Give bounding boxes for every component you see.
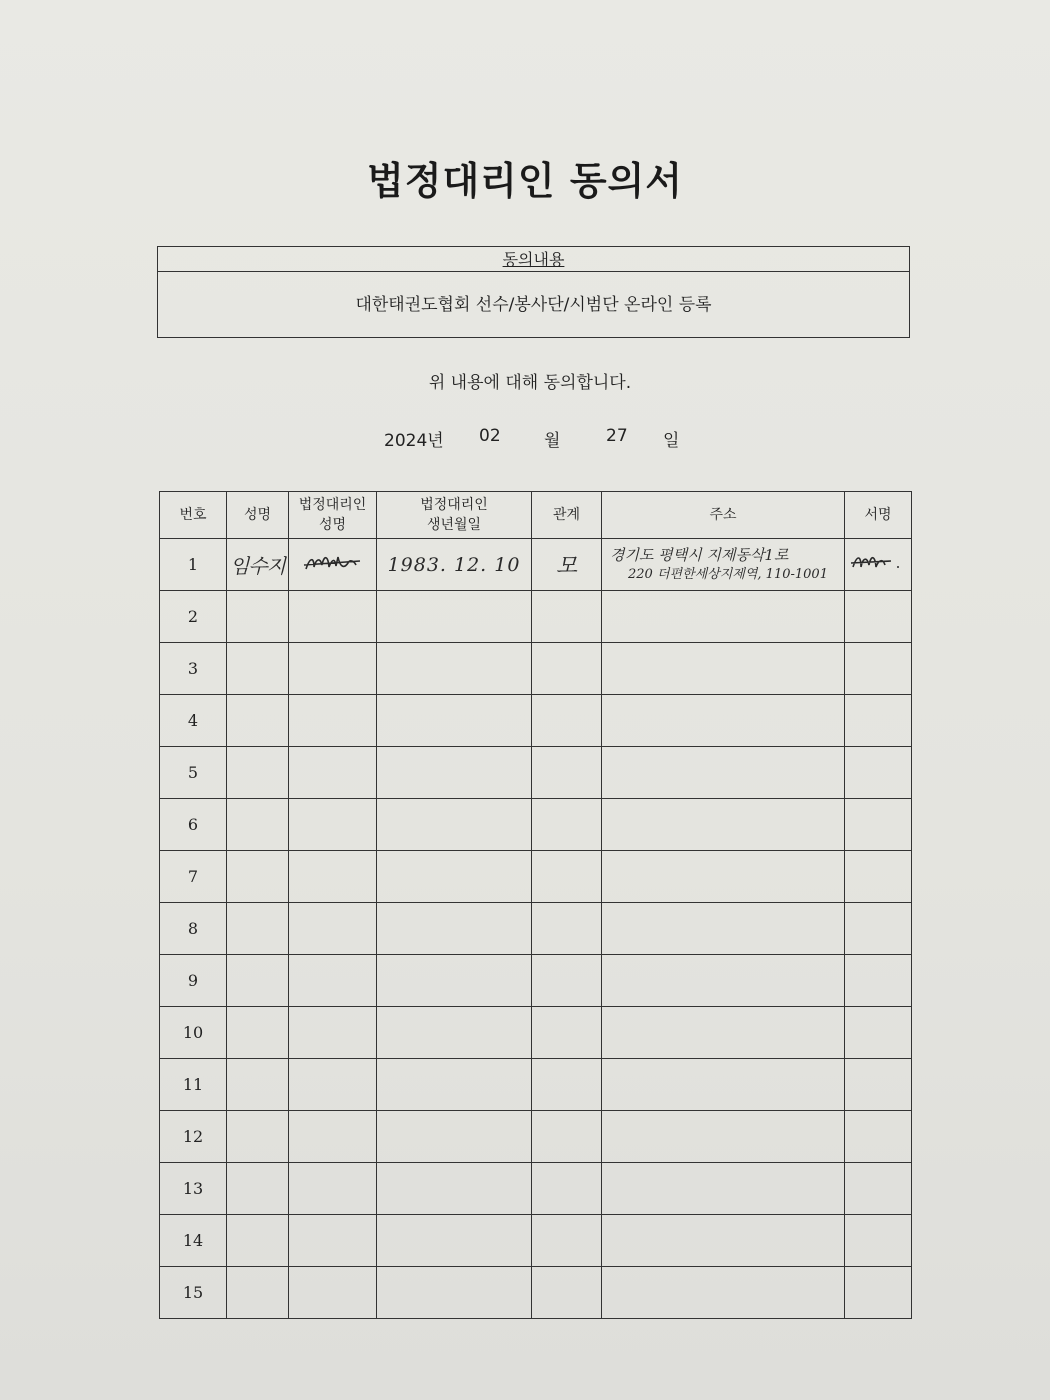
table-row — [160, 955, 912, 1007]
row-no: 15 — [160, 1267, 227, 1319]
row-address — [602, 695, 845, 747]
row-name — [227, 695, 289, 747]
row-name — [227, 955, 289, 1007]
row-address — [602, 1111, 845, 1163]
row-signature — [845, 643, 912, 695]
row-no: 7 — [160, 851, 227, 903]
row-signature — [845, 1215, 912, 1267]
row-name — [227, 903, 289, 955]
date-month: 02 — [479, 426, 501, 446]
row-address — [602, 747, 845, 799]
row-no: 11 — [160, 1059, 227, 1111]
row-address — [602, 1267, 845, 1319]
row-guardian-birth — [377, 1007, 532, 1059]
row-guardian-name — [289, 955, 377, 1007]
row-signature — [845, 695, 912, 747]
row-relation — [532, 851, 602, 903]
row-relation — [532, 1059, 602, 1111]
signature-icon — [847, 549, 909, 577]
header-guardian-birth-line1: 법정대리인 — [420, 497, 488, 513]
table-row — [160, 539, 912, 591]
row-relation — [532, 799, 602, 851]
date-year: 2024년 — [384, 431, 444, 451]
row-name — [227, 591, 289, 643]
consent-header — [158, 247, 909, 272]
table-row — [160, 747, 912, 799]
row-address — [602, 539, 845, 591]
table-row — [160, 695, 912, 747]
row-guardian-name — [289, 695, 377, 747]
row-name — [227, 747, 289, 799]
row-relation — [532, 1163, 602, 1215]
row-guardian-birth — [377, 695, 532, 747]
table-row — [160, 591, 912, 643]
row-signature — [845, 799, 912, 851]
row-address — [602, 1163, 845, 1215]
row-guardian-birth — [377, 591, 532, 643]
row-name — [227, 1267, 289, 1319]
date-day: 27 — [606, 426, 628, 446]
row-no: 1 — [160, 539, 227, 591]
row-guardian-name — [289, 539, 377, 591]
row-address — [602, 903, 845, 955]
table-row — [160, 1215, 912, 1267]
row-name — [227, 1059, 289, 1111]
table-row — [160, 1111, 912, 1163]
consent-content-text: 대한태권도협회 선수/봉사단/시범단 온라인 등록 — [355, 295, 712, 315]
document-title: 법정대리인 동의서 — [367, 159, 683, 203]
date-day-unit: 일 — [663, 431, 680, 451]
row-name — [227, 1163, 289, 1215]
row-guardian-birth — [377, 643, 532, 695]
row-name — [227, 851, 289, 903]
table-row — [160, 903, 912, 955]
consent-header-label: 동의내용 — [502, 250, 565, 269]
header-no: 번호 — [160, 492, 227, 539]
row-address — [602, 1215, 845, 1267]
row-guardian-birth — [377, 955, 532, 1007]
header-guardian-name-line1: 법정대리인 — [298, 497, 367, 513]
row-no: 8 — [160, 903, 227, 955]
handwritten-address-line1: 경기도 평택시 지제동삭1로 — [610, 545, 789, 564]
row-guardian-birth — [377, 747, 532, 799]
row-guardian-birth — [377, 1163, 532, 1215]
row-address — [602, 799, 845, 851]
row-guardian-name — [289, 643, 377, 695]
handwritten-name: 임수지 — [230, 554, 285, 578]
guardian-signature-table — [159, 491, 912, 1319]
header-relation: 관계 — [532, 492, 602, 539]
row-relation — [532, 591, 602, 643]
row-relation — [532, 747, 602, 799]
agree-statement: 위 내용에 대해 동의합니다. — [428, 373, 632, 393]
row-guardian-name — [289, 1267, 377, 1319]
row-relation — [532, 1215, 602, 1267]
row-guardian-birth — [377, 539, 532, 591]
row-guardian-birth — [377, 1215, 532, 1267]
row-address — [602, 1007, 845, 1059]
row-relation — [532, 1267, 602, 1319]
row-guardian-birth — [377, 1267, 532, 1319]
row-relation — [532, 955, 602, 1007]
table-row — [160, 851, 912, 903]
header-signature: 서명 — [845, 492, 912, 539]
row-guardian-birth — [377, 799, 532, 851]
consent-content-box — [157, 246, 910, 338]
row-signature — [845, 1111, 912, 1163]
row-no: 2 — [160, 591, 227, 643]
row-address — [602, 591, 845, 643]
row-no: 6 — [160, 799, 227, 851]
header-guardian-name-line2: 성명 — [318, 517, 347, 533]
row-address — [602, 851, 845, 903]
row-signature — [845, 1163, 912, 1215]
table-row — [160, 1267, 912, 1319]
row-guardian-name — [289, 1215, 377, 1267]
row-guardian-name — [289, 591, 377, 643]
row-address — [602, 643, 845, 695]
row-guardian-name — [289, 1111, 377, 1163]
row-guardian-name — [289, 851, 377, 903]
row-signature — [845, 955, 912, 1007]
row-name — [227, 1111, 289, 1163]
row-guardian-name — [289, 799, 377, 851]
row-no: 4 — [160, 695, 227, 747]
handwritten-birthdate: 1983. 12. 10 — [387, 553, 521, 576]
handwritten-relation: 모 — [555, 554, 578, 579]
header-guardian-birth-line2: 생년월일 — [426, 517, 482, 533]
row-relation — [532, 539, 602, 591]
row-signature — [845, 539, 912, 591]
row-relation — [532, 643, 602, 695]
row-relation — [532, 695, 602, 747]
row-guardian-name — [289, 1163, 377, 1215]
row-relation — [532, 1111, 602, 1163]
row-guardian-name — [289, 1059, 377, 1111]
row-signature — [845, 1267, 912, 1319]
row-signature — [845, 591, 912, 643]
row-relation — [532, 903, 602, 955]
row-guardian-birth — [377, 851, 532, 903]
table-header-row — [160, 492, 912, 539]
row-guardian-name — [289, 903, 377, 955]
table-row — [160, 1007, 912, 1059]
row-no: 14 — [160, 1215, 227, 1267]
row-guardian-birth — [377, 1059, 532, 1111]
row-name — [227, 799, 289, 851]
row-guardian-name — [289, 747, 377, 799]
table-row — [160, 1059, 912, 1111]
row-no: 12 — [160, 1111, 227, 1163]
row-no: 13 — [160, 1163, 227, 1215]
row-signature — [845, 903, 912, 955]
row-address — [602, 955, 845, 1007]
header-address: 주소 — [602, 492, 845, 539]
table-row — [160, 799, 912, 851]
handwritten-address-line2: 220 더편한세상지제역, 110-1001 — [628, 566, 828, 582]
row-name — [227, 643, 289, 695]
header-name: 성명 — [227, 492, 289, 539]
row-no: 5 — [160, 747, 227, 799]
table-row — [160, 643, 912, 695]
row-address — [602, 1059, 845, 1111]
header-guardian-name — [289, 492, 377, 539]
row-guardian-birth — [377, 1111, 532, 1163]
row-guardian-birth — [377, 903, 532, 955]
row-no: 10 — [160, 1007, 227, 1059]
row-name — [227, 539, 289, 591]
row-relation — [532, 1007, 602, 1059]
row-signature — [845, 1007, 912, 1059]
row-name — [227, 1007, 289, 1059]
row-guardian-name — [289, 1007, 377, 1059]
row-signature — [845, 747, 912, 799]
row-no: 9 — [160, 955, 227, 1007]
guardian-name-signature-icon — [302, 549, 364, 577]
date-month-unit: 월 — [544, 431, 561, 451]
row-signature — [845, 1059, 912, 1111]
table-row — [160, 1163, 912, 1215]
header-guardian-birth — [377, 492, 532, 539]
row-signature — [845, 851, 912, 903]
row-no: 3 — [160, 643, 227, 695]
row-name — [227, 1215, 289, 1267]
